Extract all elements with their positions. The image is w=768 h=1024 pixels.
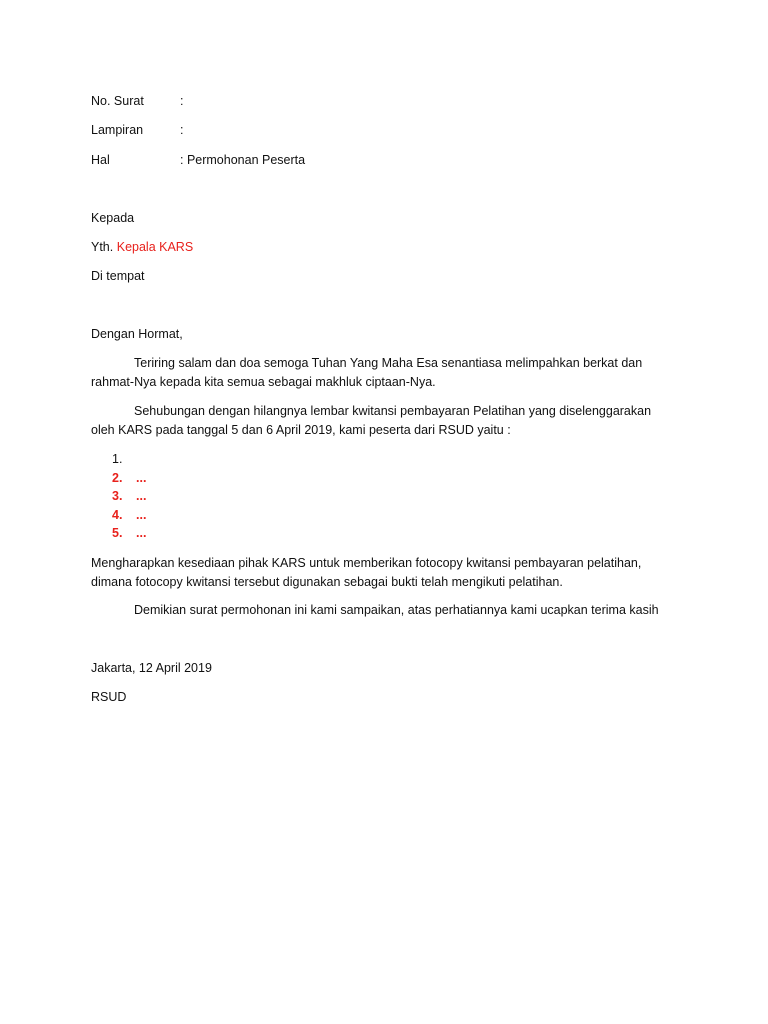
hal-label: Hal xyxy=(91,153,110,167)
list-item-number: 3. xyxy=(112,489,123,503)
lampiran-row xyxy=(91,122,143,138)
list-item xyxy=(112,525,146,541)
list-item-number: 5. xyxy=(112,526,123,540)
hal-value: : Permohonan Peserta xyxy=(180,153,306,167)
list-item xyxy=(112,488,146,504)
list-item-text: ... xyxy=(136,471,147,485)
yth-line xyxy=(91,239,193,255)
list-item-text: ... xyxy=(136,489,147,503)
salutation: Dengan Hormat, xyxy=(91,327,183,341)
kepada-text: Kepada xyxy=(91,211,135,225)
paragraph-1-line-1: Teriring salam dan doa semoga Tuhan Yang Maha Esa senantiasa melimpahkan berkat dan xyxy=(134,356,643,370)
list-item xyxy=(112,451,136,467)
yth-prefix: Yth. xyxy=(91,240,114,254)
hal-row xyxy=(91,152,110,168)
no-surat-value: : xyxy=(180,94,184,108)
list-item-number: 4. xyxy=(112,508,123,522)
di-tempat-text: Di tempat xyxy=(91,269,145,283)
list-item-text: ... xyxy=(136,508,147,522)
no-surat-row xyxy=(91,93,144,109)
paragraph-3-line-1: Mengharapkan kesediaan pihak KARS untuk memberikan fotocopy kwitansi pembayaran pelatihan, xyxy=(91,556,642,570)
lampiran-label: Lampiran xyxy=(91,123,144,137)
list-item xyxy=(112,507,146,523)
paragraph-1-line-2: rahmat-Nya kepada kita semua sebagai makhluk ciptaan-Nya. xyxy=(91,375,436,389)
list-item-text: ... xyxy=(136,526,147,540)
list-item-number: 2. xyxy=(112,471,123,485)
list-item-number: 1. xyxy=(112,452,123,466)
paragraph-3-line-2: dimana fotocopy kwitansi tersebut digunakan sebagai bukti telah mengikuti pelatihan. xyxy=(91,575,563,589)
recipient-name: Kepala KARS xyxy=(116,240,194,254)
paragraph-2-line-1: Sehubungan dengan hilangnya lembar kwitansi pembayaran Pelatihan yang diselenggarakan xyxy=(134,404,652,418)
lampiran-value: : xyxy=(180,123,184,137)
no-surat-label: No. Surat xyxy=(91,94,144,108)
paragraph-2-line-2: oleh KARS pada tanggal 5 dan 6 April 2019, kami peserta dari RSUD yaitu : xyxy=(91,423,511,437)
closing-paragraph: Demikian surat permohonan ini kami sampaikan, atas perhatiannya kami ucapkan terima kasih xyxy=(134,603,659,617)
place-date: Jakarta, 12 April 2019 xyxy=(91,661,212,675)
sender-name: RSUD xyxy=(91,690,127,704)
list-item xyxy=(112,470,146,486)
